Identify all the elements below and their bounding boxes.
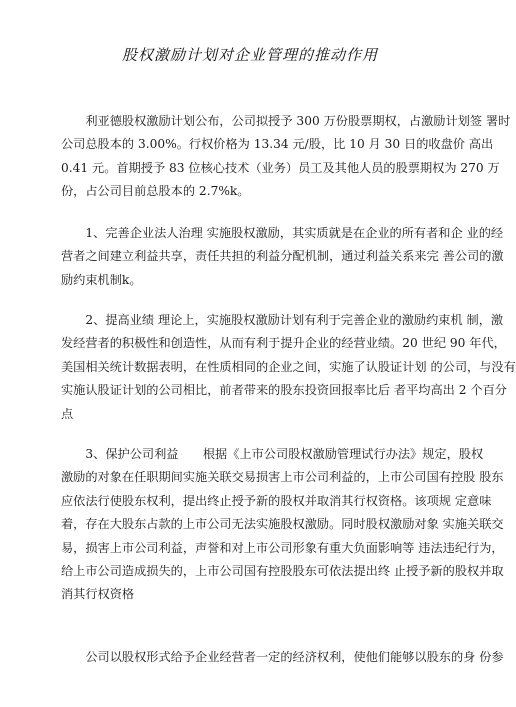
document-title: 股权激励计划对企业管理的推动作用 — [121, 46, 378, 64]
text-line: 营者之间建立利益共享，责任共担的利益分配机制，通过利益关系来完 善公司的激 — [61, 249, 504, 264]
text-line: 2、提高业绩 理论上，实施股权激励计划有利于完善企业的激励约束机 制，激 — [61, 313, 504, 327]
paragraph-performance — [61, 309, 516, 426]
text-line: 发经营者的积极性和创造性，从而有利于提升企业的经营业绩。20 世纪 90 年代， — [61, 336, 506, 351]
paragraph-equity-rights — [61, 646, 504, 669]
text-line: 易，损害上市公司利益，声誉和对上市公司形象有重大负面影响等 违法违纪行为， — [61, 540, 504, 555]
text-line: 着，存在大股东占款的上市公司无法实施股权激励。同时股权激励对象 实施关联交 — [61, 517, 504, 532]
text-line: 实施认股证计划的公司相比，前者带来的股东投资回报率比后 者平均高出 2 个百分 — [61, 383, 507, 398]
text-line: 消其行权资格 — [61, 587, 135, 602]
text-line: 公司以股权形式给予企业经营者一定的经济权利，使他们能够以股东的身 份参 — [61, 650, 504, 664]
text-line: 美国相关统计数据表明，在性质相同的企业之间，实施了认股证计划 的公司，与没有 — [61, 359, 516, 374]
text-line: 3、保护公司利益 根据《上市公司股权激励管理试行办法》规定，股权 — [61, 447, 484, 461]
text-line: 励约束机制k。 — [61, 272, 142, 287]
text-line: 给上市公司造成损失的，上市公司国有控股股东可依法提出终 止授予新的股权并取 — [61, 564, 504, 579]
text-line: 公司总股本的 3.00%。行权价格为 13.34 元/股，比 10 月 30 日的收盘价 高出 — [61, 137, 494, 152]
text-line: 份，占公司目前总股本的 2.7%k。 — [61, 184, 250, 199]
text-line: 应依法行使股东权利，提出终止授予新的股权并取消其行权资格。该项规 定意味 — [61, 493, 492, 508]
text-line: 利亚德股权激励计划公布，公司拟授予 300 万份股票期权，占激励计划签 署时 — [61, 114, 511, 128]
text-line: 1、完善企业法人治理 实施股权激励，其实质就是在企业的所有者和企 业的经 — [61, 226, 504, 240]
text-line: 0.41 元。首期授予 83 位核心技术（业务）员工及其他人员的股票期权为 270 万 — [61, 160, 500, 175]
paragraph-governance — [61, 222, 504, 292]
paragraph-intro — [61, 110, 511, 204]
text-line: 点 — [61, 406, 74, 421]
text-line: 激励的对象在任职期间实施关联交易损害上市公司利益的，上市公司国有控股 股东 — [61, 470, 504, 485]
paragraph-protection — [61, 443, 504, 607]
